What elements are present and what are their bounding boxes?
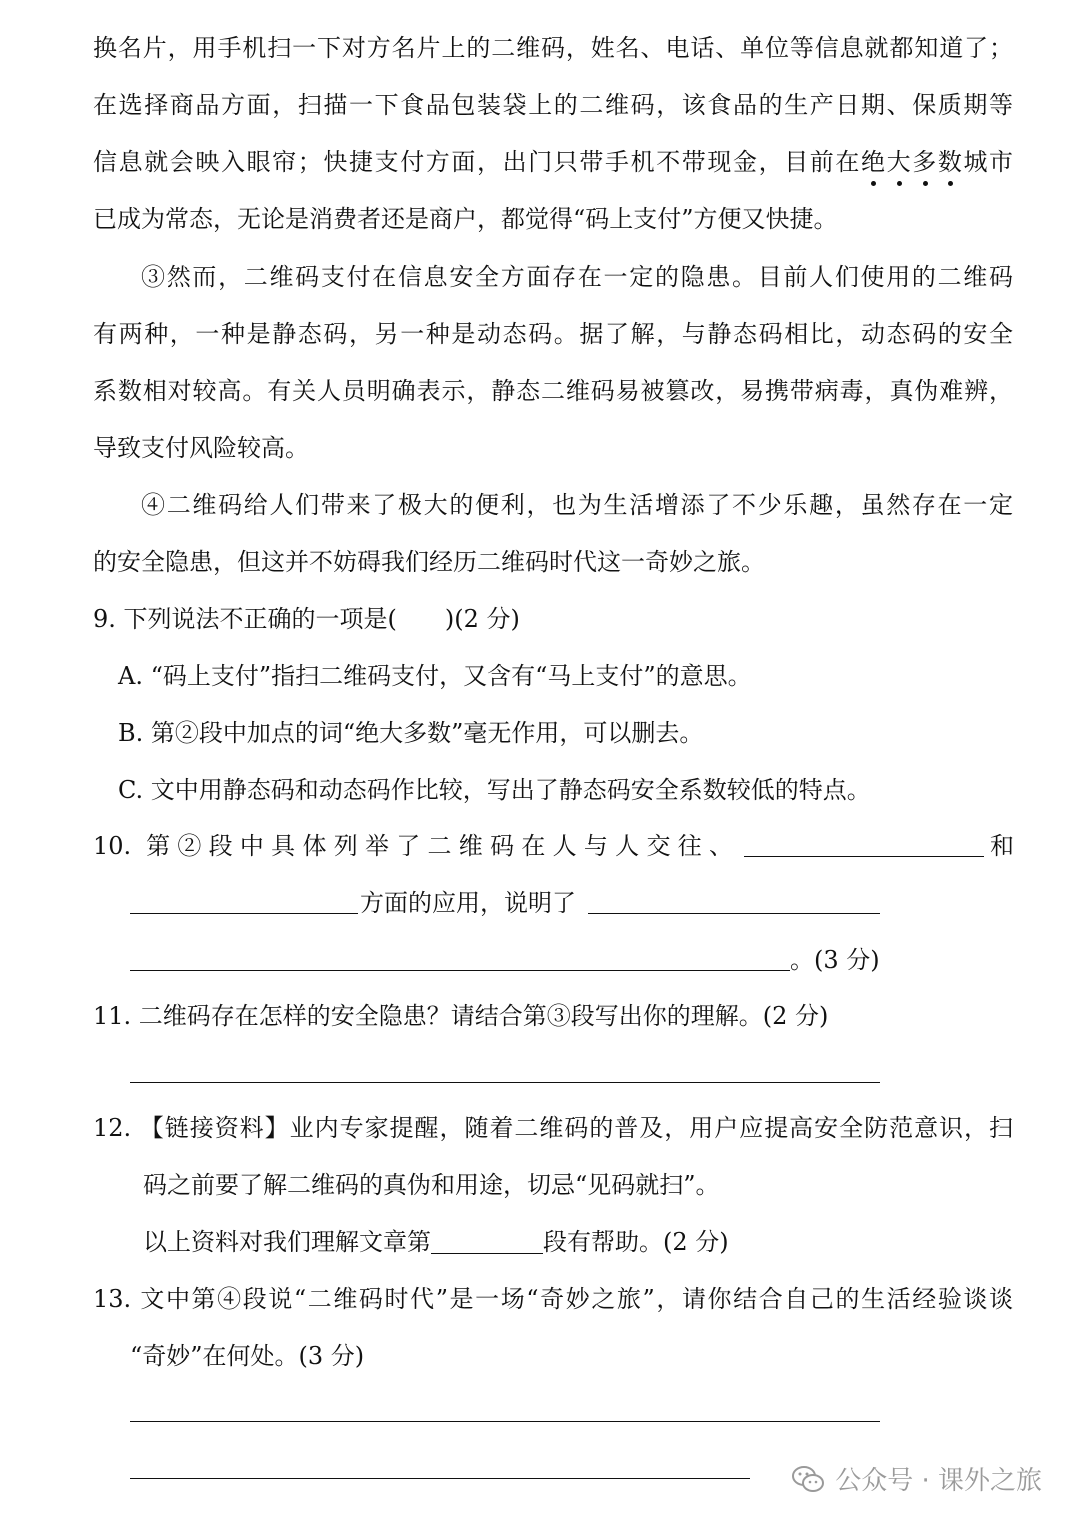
q13-line2: “奇妙”在何处。(3 分): [130, 1342, 365, 1370]
q10-answer-blank-2[interactable]: [130, 913, 358, 914]
q13-line1: 13. 文中第④段说“二维码时代”是一场“奇妙之旅”，请你结合自己的生活经验谈谈: [93, 1285, 1013, 1313]
q10-and: 和: [990, 832, 1014, 860]
emphasis-char: 大: [886, 148, 913, 176]
watermark-text: 公众号 · 课外之旅: [835, 1466, 1042, 1496]
emphasis-char: 数: [937, 148, 964, 176]
q12-line2: 码之前要了解二维码的真伪和用途，切忌“见码就扫”。: [143, 1171, 720, 1199]
passage-p2-line1: 换名片，用手机扫一下对方名片上的二维码，姓名、电话、单位等信息就都知道了；: [93, 34, 1013, 62]
passage-p3-line4: 导致支付风险较高。: [93, 434, 309, 462]
passage-p4-line1: ④二维码给人们带来了极大的便利，也为生活增添了不少乐趣，虽然存在一定: [141, 491, 1013, 519]
q12-line3-after: 段有帮助。(2 分): [543, 1228, 729, 1256]
q9-option-c: C. 文中用静态码和动态码作比较，写出了静态码安全系数较低的特点。: [118, 776, 871, 804]
q9-stem: 9. 下列说法不正确的一项是( )(2 分): [93, 605, 520, 633]
passage-p3-line2: 有两种，一种是静态码，另一种是动态码。据了解，与静态码相比，动态码的安全: [93, 320, 1013, 348]
q10-mid: 方面的应用，说明了: [360, 889, 576, 917]
passage-p2-line4: 已成为常态，无论是消费者还是商户，都觉得“码上支付”方便又快捷。: [93, 205, 838, 233]
passage-p2-line3-after: 城市: [963, 148, 1014, 176]
q13-answer-line-2[interactable]: [130, 1478, 750, 1479]
q10-answer-blank-4[interactable]: [130, 970, 790, 971]
q11-answer-line[interactable]: [130, 1082, 880, 1083]
passage-p2-line3-before: 信息就会映入眼帘；快捷支付方面，出门只带手机不带现金，目前在: [93, 148, 861, 176]
q9-option-a: A. “码上支付”指扫二维码支付，又含有“马上支付”的意思。: [118, 662, 752, 690]
passage-p2-line3: [93, 145, 1013, 179]
q10-answer-blank-1[interactable]: [744, 856, 984, 857]
q12-answer-blank[interactable]: [431, 1227, 543, 1254]
q11-stem: 11. 二维码存在怎样的安全隐患？请结合第③段写出你的理解。(2 分): [93, 1002, 829, 1030]
emphasis-char: 绝: [861, 148, 887, 176]
q10-score: 。(3 分): [790, 946, 880, 974]
passage-p3-line3: 系数相对较高。有关人员明确表示，静态二维码易被篡改，易携带病毒，真伪难辨，: [93, 377, 1013, 405]
q12-line1: 12. 【链接资料】业内专家提醒，随着二维码的普及，用户应提高安全防范意识，扫: [93, 1114, 1013, 1142]
wechat-icon: [791, 1464, 825, 1494]
watermark: [791, 1460, 1042, 1497]
emphasis-char: 多: [912, 148, 938, 176]
q12-line3-before: 以上资料对我们理解文章第: [143, 1228, 431, 1256]
q10-stem: 10. 第②段中具体列举了二维码在人与人交往、: [93, 832, 733, 860]
q10-answer-blank-3[interactable]: [588, 913, 880, 914]
passage-p2-line2: 在选择商品方面，扫描一下食品包装袋上的二维码，该食品的生产日期、保质期等: [93, 91, 1013, 119]
q12-line3: [143, 1225, 1063, 1259]
passage-p4-line2: 的安全隐患，但这并不妨碍我们经历二维码时代这一奇妙之旅。: [93, 548, 765, 576]
q9-option-b: B. 第②段中加点的词“绝大多数”毫无作用，可以删去。: [118, 719, 704, 747]
q13-answer-line-1[interactable]: [130, 1421, 880, 1422]
passage-p3-line1: ③然而，二维码支付在信息安全方面存在一定的隐患。目前人们使用的二维码: [141, 263, 1013, 291]
